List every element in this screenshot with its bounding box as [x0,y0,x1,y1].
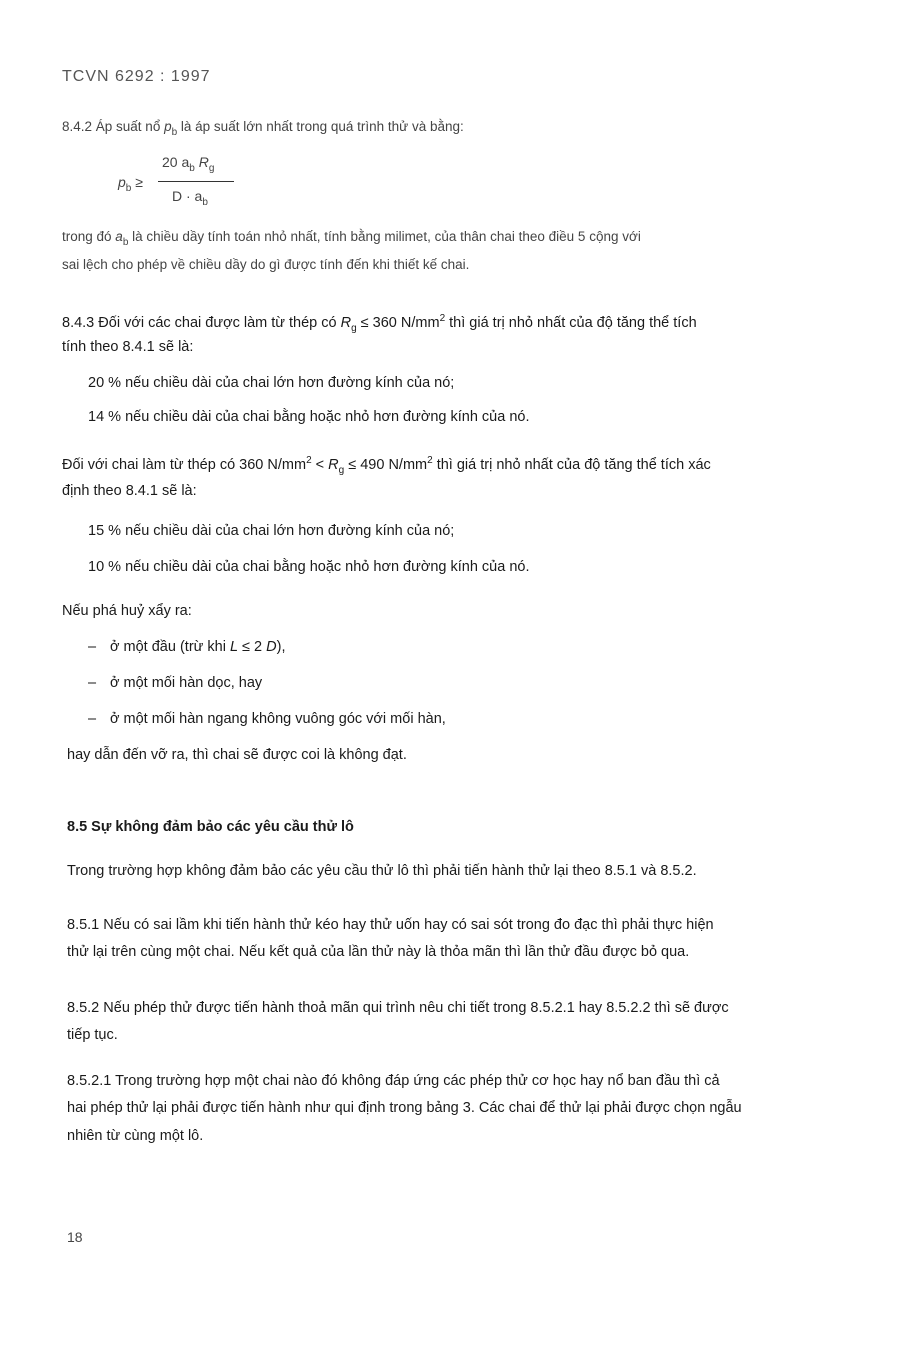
subscript: b [171,127,178,138]
variable: R [194,154,209,170]
where-clause-line-1 [62,228,641,252]
section-paragraph: Trong trường hợp không đảm bảo các yêu cầu thử lô thì phải tiến hành thử lại theo 8.5.1 và 8.5.2. [67,863,697,879]
list-item: 14 % nếu chiều dài của chai bằng hoặc nhỏ hơn đường kính của nó. [88,409,530,425]
clause-8-4-3b-line-1 [62,452,711,480]
clause-8-4-3b-line-2: định theo 8.4.1 sẽ là: [62,483,197,499]
variable: 20 a [162,154,190,170]
variable: a [115,229,123,244]
superscript: 2 [439,313,446,324]
list-item: 10 % nếu chiều dài của chai bằng hoặc nhỏ hơn đường kính của nó. [88,559,530,575]
variable: D [266,639,277,655]
formula-lhs [118,174,143,194]
subscript: b [202,197,208,208]
variable: R [328,457,339,473]
formula-numerator [162,154,214,174]
list-text: ≤ 2 [238,639,267,655]
clause-8-4-3-line-1 [62,310,697,338]
list-text: ), [276,639,286,655]
superscript: 2 [306,455,312,466]
failure-conclusion: hay dẫn đến vỡ ra, thì chai sẽ được coi là không đạt. [67,747,407,763]
clause-text: < [311,457,329,473]
variable: p [164,119,172,134]
clause-8-5-2-1-line-2: hai phép thử lại phải được tiến hành như qui định trong bảng 3. Các chai để thử lại phải được chọn ngẫu [67,1100,742,1116]
list-text: ở một mối hàn ngang không vuông góc với mối hàn, [110,711,446,727]
variable: R [340,315,352,331]
subscript: g [351,323,357,334]
page-number: 18 [67,1229,83,1245]
formula-denominator [172,188,208,208]
fraction-bar [158,181,234,182]
failure-intro: Nếu phá huỷ xẩy ra: [62,603,192,619]
variable: D · a [172,188,203,204]
list-item [88,710,446,728]
list-item [88,674,262,692]
dash-bullet: – [88,639,97,655]
list-item: 20 % nếu chiều dài của chai lớn hơn đường kính của nó; [88,375,455,391]
clause-text: thì giá trị nhỏ nhất của độ tăng thể tích [445,315,697,331]
subscript: b [122,237,129,248]
clause-8-5-2-line-1: 8.5.2 Nếu phép thử được tiến hành thoả mãn qui trình nêu chi tiết trong 8.5.2.1 hay 8.5.2.2 thì sẽ được [67,1000,729,1016]
clause-text: ≤ 490 N/mm [344,457,428,473]
clause-text: thì giá trị nhỏ nhất của độ tăng thể tích xác [432,457,711,473]
list-item [88,638,285,656]
clause-text: 8.4.3 Đối với các chai được làm từ thép có [62,315,341,331]
clause-8-5-2-1-line-3: nhiên từ cùng một lô. [67,1128,204,1144]
clause-text: 8.4.2 Áp suất nổ [62,119,165,134]
subscript: g [338,465,345,476]
clause-text: trong đó [62,229,116,244]
burst-pressure-formula [118,152,258,212]
subscript: g [208,163,215,174]
list-text: ở một đầu (trừ khi [110,639,230,655]
clause-8-4-3-line-2: tính theo 8.4.1 sẽ là: [62,339,194,355]
section-heading: 8.5 Sự không đảm bảo các yêu cầu thử lô [67,819,354,835]
variable: p [118,174,126,190]
clause-8-4-2 [62,118,464,142]
list-text: ở một mối hàn dọc, hay [110,675,263,691]
where-clause-line-2: sai lệch cho phép về chiều dầy do gì được tính đến khi thiết kế chai. [62,257,470,272]
clause-text: Đối với chai làm từ thép có 360 N/mm [62,457,307,473]
clause-text: ≤ 360 N/mm [356,315,440,331]
list-item: 15 % nếu chiều dài của chai lớn hơn đường kính của nó; [88,523,455,539]
clause-8-5-2-1-line-1: 8.5.2.1 Trong trường hợp một chai nào đó không đáp ứng các phép thử cơ học hay nổ ban đầu thì cả [67,1073,720,1089]
clause-8-5-2-line-2: tiếp tục. [67,1027,118,1043]
document-code: TCVN 6292 : 1997 [62,68,211,85]
clause-8-5-1-line-1: 8.5.1 Nếu có sai lầm khi tiến hành thử kéo hay thử uốn hay có sai sót trong đo đạc thì phải thực hiện [67,917,714,933]
dash-bullet: – [88,711,97,727]
clause-text: là chiều dầy tính toán nhỏ nhất, tính bằng milimet, của thân chai theo điều 5 cộng với [128,229,641,244]
subscript: b [189,163,195,174]
superscript: 2 [427,455,433,466]
subscript: b [125,183,132,194]
clause-text: là áp suất lớn nhất trong quá trình thử và bằng: [177,119,464,134]
clause-8-5-1-line-2: thử lại trên cùng một chai. Nếu kết quả của lần thử này là thỏa mãn thì lần thử đầu được bỏ qua. [67,944,690,960]
relation-sign: ≥ [131,174,143,190]
dash-bullet: – [88,675,97,691]
variable: L [229,639,239,655]
